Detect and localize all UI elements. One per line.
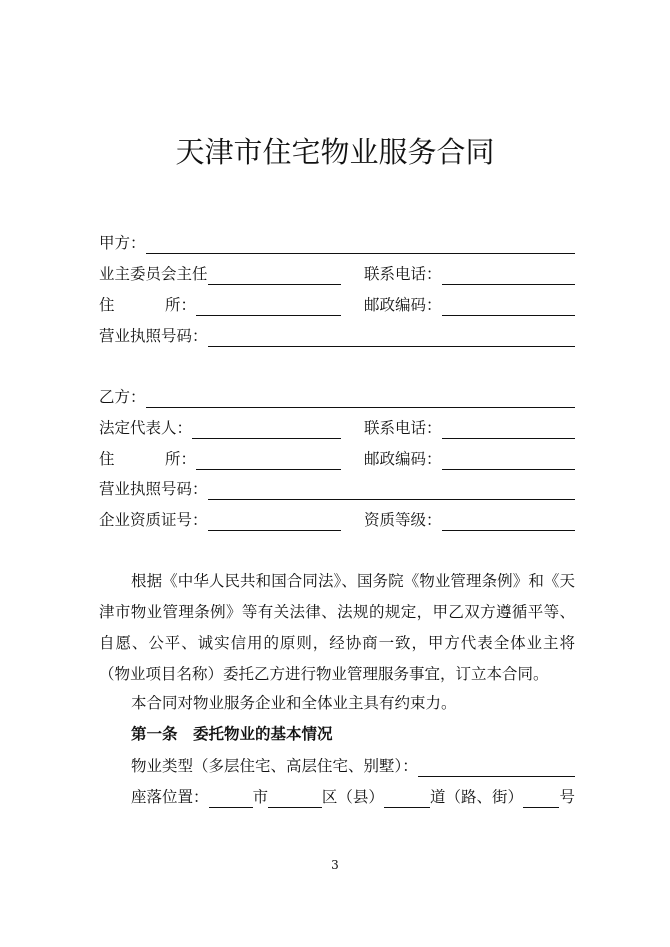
road-blank[interactable]	[384, 790, 430, 808]
binding-clause: 本合同对物业服务企业和全体业主具有约束力。	[131, 694, 457, 712]
address-char-b: 所：	[164, 450, 196, 468]
property-type-blank[interactable]	[418, 759, 575, 777]
road-label: 道（路、街）	[430, 788, 524, 806]
party-a-label: 甲方：	[99, 234, 146, 252]
party-b-address-blank[interactable]	[196, 452, 341, 470]
city-label: 市	[252, 788, 269, 806]
party-a-postcode-label: 邮政编码：	[364, 296, 442, 314]
document-title: 天津市住宅物业服务合同	[175, 135, 495, 169]
party-a-phone-label: 联系电话：	[364, 265, 442, 283]
director-blank[interactable]	[208, 267, 341, 285]
party-a-address-row	[99, 294, 575, 316]
grade-blank[interactable]	[442, 513, 575, 531]
location-row	[99, 786, 575, 808]
district-label: 区（县）	[321, 788, 384, 806]
party-a-license-label: 营业执照号码：	[99, 327, 208, 345]
address-char-a: 住	[99, 296, 115, 314]
number-blank[interactable]	[523, 790, 559, 808]
address-char-a: 住	[99, 450, 115, 468]
party-b-license-label: 营业执照号码：	[99, 480, 208, 498]
party-b-license-blank[interactable]	[208, 482, 575, 500]
property-type-label: 物业类型（多层住宅、高层住宅、别墅）：	[131, 757, 418, 775]
party-b-label: 乙方：	[99, 388, 146, 406]
party-a-phone-blank[interactable]	[442, 267, 575, 285]
party-b-blank[interactable]	[146, 390, 575, 408]
party-a-director-row	[99, 263, 575, 285]
rep-blank[interactable]	[192, 421, 341, 439]
district-blank[interactable]	[268, 790, 322, 808]
party-a-postcode-blank[interactable]	[442, 298, 575, 316]
property-type-row	[99, 755, 575, 777]
director-label: 业主委员会主任	[99, 265, 208, 283]
city-blank[interactable]	[209, 790, 253, 808]
location-label: 座落位置：	[131, 788, 209, 806]
party-a-blank[interactable]	[146, 236, 575, 254]
party-a-address-blank[interactable]	[196, 298, 341, 316]
cert-blank[interactable]	[208, 513, 341, 531]
cert-label: 企业资质证号：	[99, 511, 208, 529]
party-b-row	[99, 386, 575, 408]
party-a-license-blank[interactable]	[208, 329, 575, 347]
party-b-cert-row	[99, 509, 575, 531]
address-char-b: 所：	[164, 296, 196, 314]
party-b-postcode-blank[interactable]	[442, 452, 575, 470]
party-b-phone-label: 联系电话：	[364, 419, 442, 437]
party-b-postcode-label: 邮政编码：	[364, 450, 442, 468]
party-a-row	[99, 232, 575, 254]
party-b-rep-row	[99, 417, 575, 439]
page-number: 3	[331, 858, 339, 872]
party-a-license-row	[99, 325, 575, 347]
contract-preamble: 根据《中华人民共和国合同法》、国务院《物业管理条例》和《天津市物业管理条例》等有关法律、法规的规定，甲乙双方遵循平等、自愿、公平、诚实信用的原则，经协商一致，甲方代表全体业主将（物业项目名称）委托乙方进行物业管理服务事宜，订立本合同。	[99, 572, 575, 683]
party-b-license-row	[99, 478, 575, 500]
number-label: 号	[559, 788, 575, 806]
party-a-address-label	[99, 294, 196, 316]
party-b-address-row	[99, 448, 575, 470]
party-b-phone-blank[interactable]	[442, 421, 575, 439]
grade-label: 资质等级：	[364, 511, 442, 529]
party-b-address-label	[99, 448, 196, 470]
rep-label: 法定代表人：	[99, 419, 193, 437]
article-1-heading: 第一条 委托物业的基本情况	[131, 725, 333, 743]
